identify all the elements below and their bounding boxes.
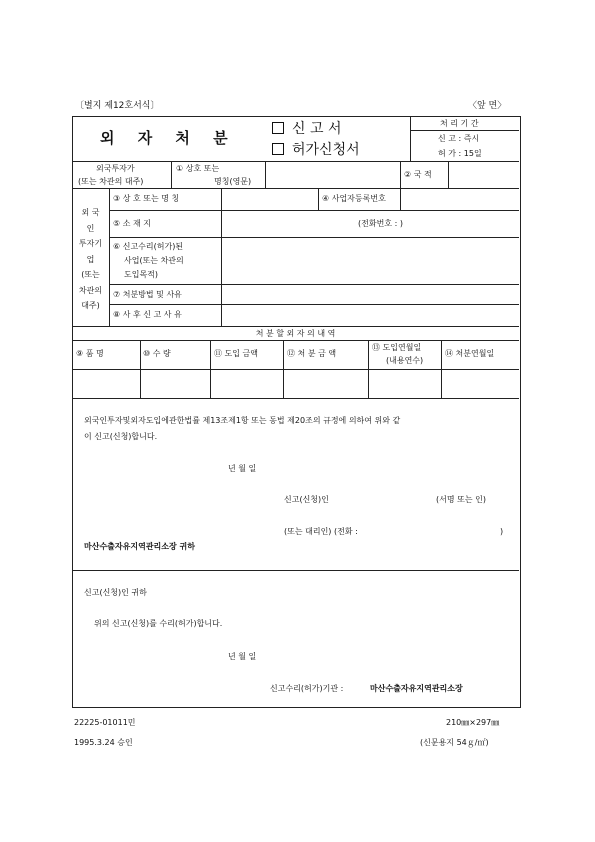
receipt-org: 마산수출자유지역관리소장 [370,684,463,693]
post-report-reason-label: ⑧ 사 후 신 고 사 유 [113,310,182,319]
investor-label: 외국투자가 [96,164,135,173]
address-label: ⑤ 소 재 지 [113,219,151,228]
declaration-text-2: 이 신고(신청)합니다. [84,432,158,441]
applicant-label: 신고(신청)인 [284,495,329,504]
footer-paper: (신문용지 54ｇ/㎡) [420,738,489,747]
col-useful-life: (내용연수) [386,356,424,365]
method-label: ⑦ 처분방법 및 사유 [113,290,182,299]
company-name-label: ③ 상 호 또는 명 칭 [113,194,180,203]
processing-period-label: 처 리 기 간 [440,119,479,128]
declaration-date: 년 월 일 [228,464,257,473]
project-label-3: 도입목적) [124,270,159,279]
footer-code: 22225-01011민 [74,718,136,727]
project-label-2: 사업(또는 차관의 [124,256,184,265]
bizno-label: ④ 사업자등록번호 [322,194,386,203]
col-item: ⑨ 품 명 [76,349,104,358]
form-title: 외 자 처 분 [100,129,237,147]
receipt-to: 신고(신청)인 귀하 [84,588,147,597]
col-import-date: ⑬ 도입연월일 [372,343,422,352]
receipt-date: 년 월 일 [228,652,257,661]
receipt-org-label: 신고수리(허가)기관 : [270,684,344,693]
form-number: 〔별지 제12호서식〕 [75,101,160,111]
option-report[interactable]: 신 고 서 [272,122,341,136]
company-side-label: 외 국 인 투자기 업 (또는 차관의 대주) [78,208,103,310]
investor-name-label-sub: 명칭(영문) [214,177,252,186]
footer-approval: 1995.3.24 승인 [74,738,133,747]
agent-phone-close: ) [500,527,504,536]
investor-name-label: ① 상호 또는 [176,164,220,173]
report-checkbox[interactable] [272,122,284,134]
declaration-text: 외국인투자및외자도입에관한법률 제13조제1항 또는 동법 제20조의 규정에 의하여 위와 같 [84,416,401,425]
project-label: ⑥ 신고수리(허가)된 [113,242,184,251]
nationality-label: ② 국 적 [404,170,432,179]
receipt-text: 위의 신고(신청)를 수리(허가)합니다. [94,619,223,628]
disposal-section-title: 처 분 할 외 자 의 내 역 [255,329,336,338]
col-import-amount: ⑪ 도입 금액 [214,349,258,358]
footer-size: 210㎜×297㎜ [446,718,500,727]
addressee: 마산수출자유지역관리소장 귀하 [84,542,195,551]
processing-permit: 허 가 : 15일 [438,149,482,158]
phone-number-field[interactable]: (전화번호 : ) [358,219,403,228]
processing-report: 신 고 : 즉시 [438,134,480,143]
investor-label-sub: (또는 차관의 대주) [78,177,144,186]
col-disposal-date: ⑭ 처분연월일 [445,349,495,358]
col-quantity: ⑩ 수 량 [143,349,171,358]
agent-phone-label: (또는 대리인) (전화 : [284,527,358,536]
col-disposal-amount: ⑫ 처 분 금 액 [287,349,337,358]
permit-checkbox[interactable] [272,143,284,155]
signature-label: (서명 또는 인) [436,495,486,504]
page-side-label: 〈앞 면〉 [468,101,507,111]
option-permit[interactable]: 허가신청서 [272,143,360,157]
